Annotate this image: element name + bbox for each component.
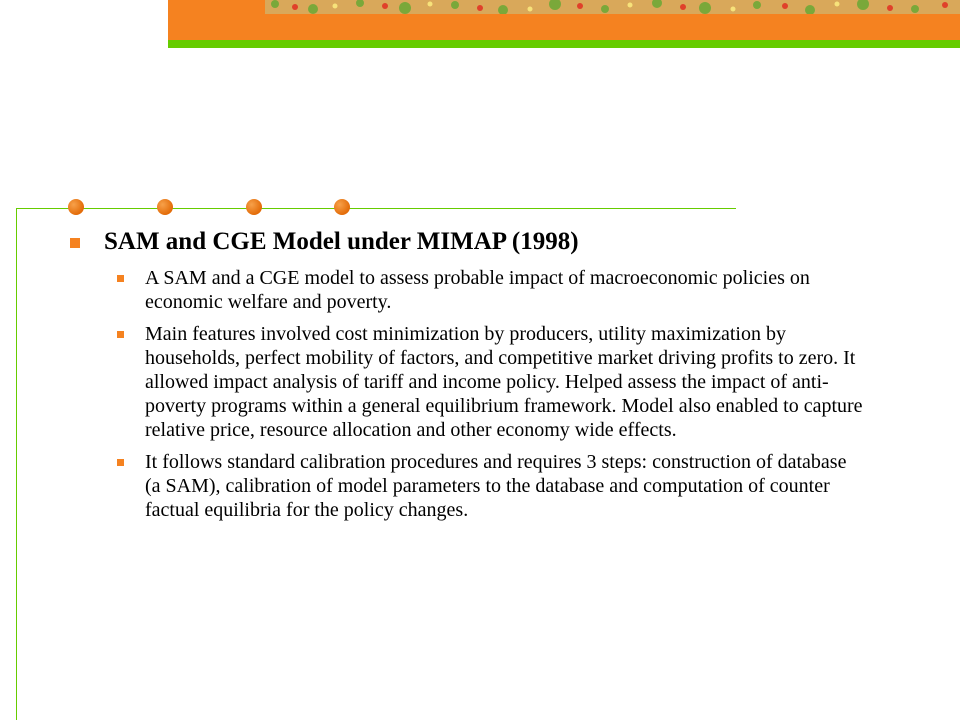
list-item: [70, 266, 890, 314]
bullet-text: A SAM and a CGE model to assess probable impact of macroeconomic policies on economic welfare and poverty.: [145, 267, 810, 313]
orange-dot-icon: [157, 199, 173, 215]
header-green-line: [168, 40, 960, 48]
frame-left-line: [16, 208, 17, 720]
orange-dot-icon: [68, 199, 84, 215]
bullet-text: Main features involved cost minimization by producers, utility maximization by households, perfect mobility of factors, and competitive market driving profits to zero. It allowed impact analysis of tariff and income policy. Helped assess the impact of anti-poverty programs within a general equilibrium framework. Model also enabled to capture relative price, resource allocation and other economy wide effects.: [145, 323, 863, 441]
orange-dot-icon: [246, 199, 262, 215]
orange-dot-icon: [334, 199, 350, 215]
square-bullet-icon: [117, 331, 124, 338]
flower-banner-image: [265, 0, 960, 14]
frame-top-line: [16, 208, 736, 209]
slide-content: [70, 226, 890, 530]
bullet-list: [70, 266, 890, 522]
slide-heading-row: [70, 226, 890, 258]
square-bullet-icon: [117, 275, 124, 282]
list-item: [70, 450, 890, 522]
slide-heading: SAM and CGE Model under MIMAP (1998): [104, 228, 579, 255]
square-bullet-icon: [117, 459, 124, 466]
bullet-text: It follows standard calibration procedures and requires 3 steps: construction of database (a SAM), calibration of model parameters to the database and computation of counter factual equilibria for the policy changes.: [145, 451, 847, 521]
square-bullet-icon: [70, 238, 80, 248]
list-item: [70, 322, 890, 442]
